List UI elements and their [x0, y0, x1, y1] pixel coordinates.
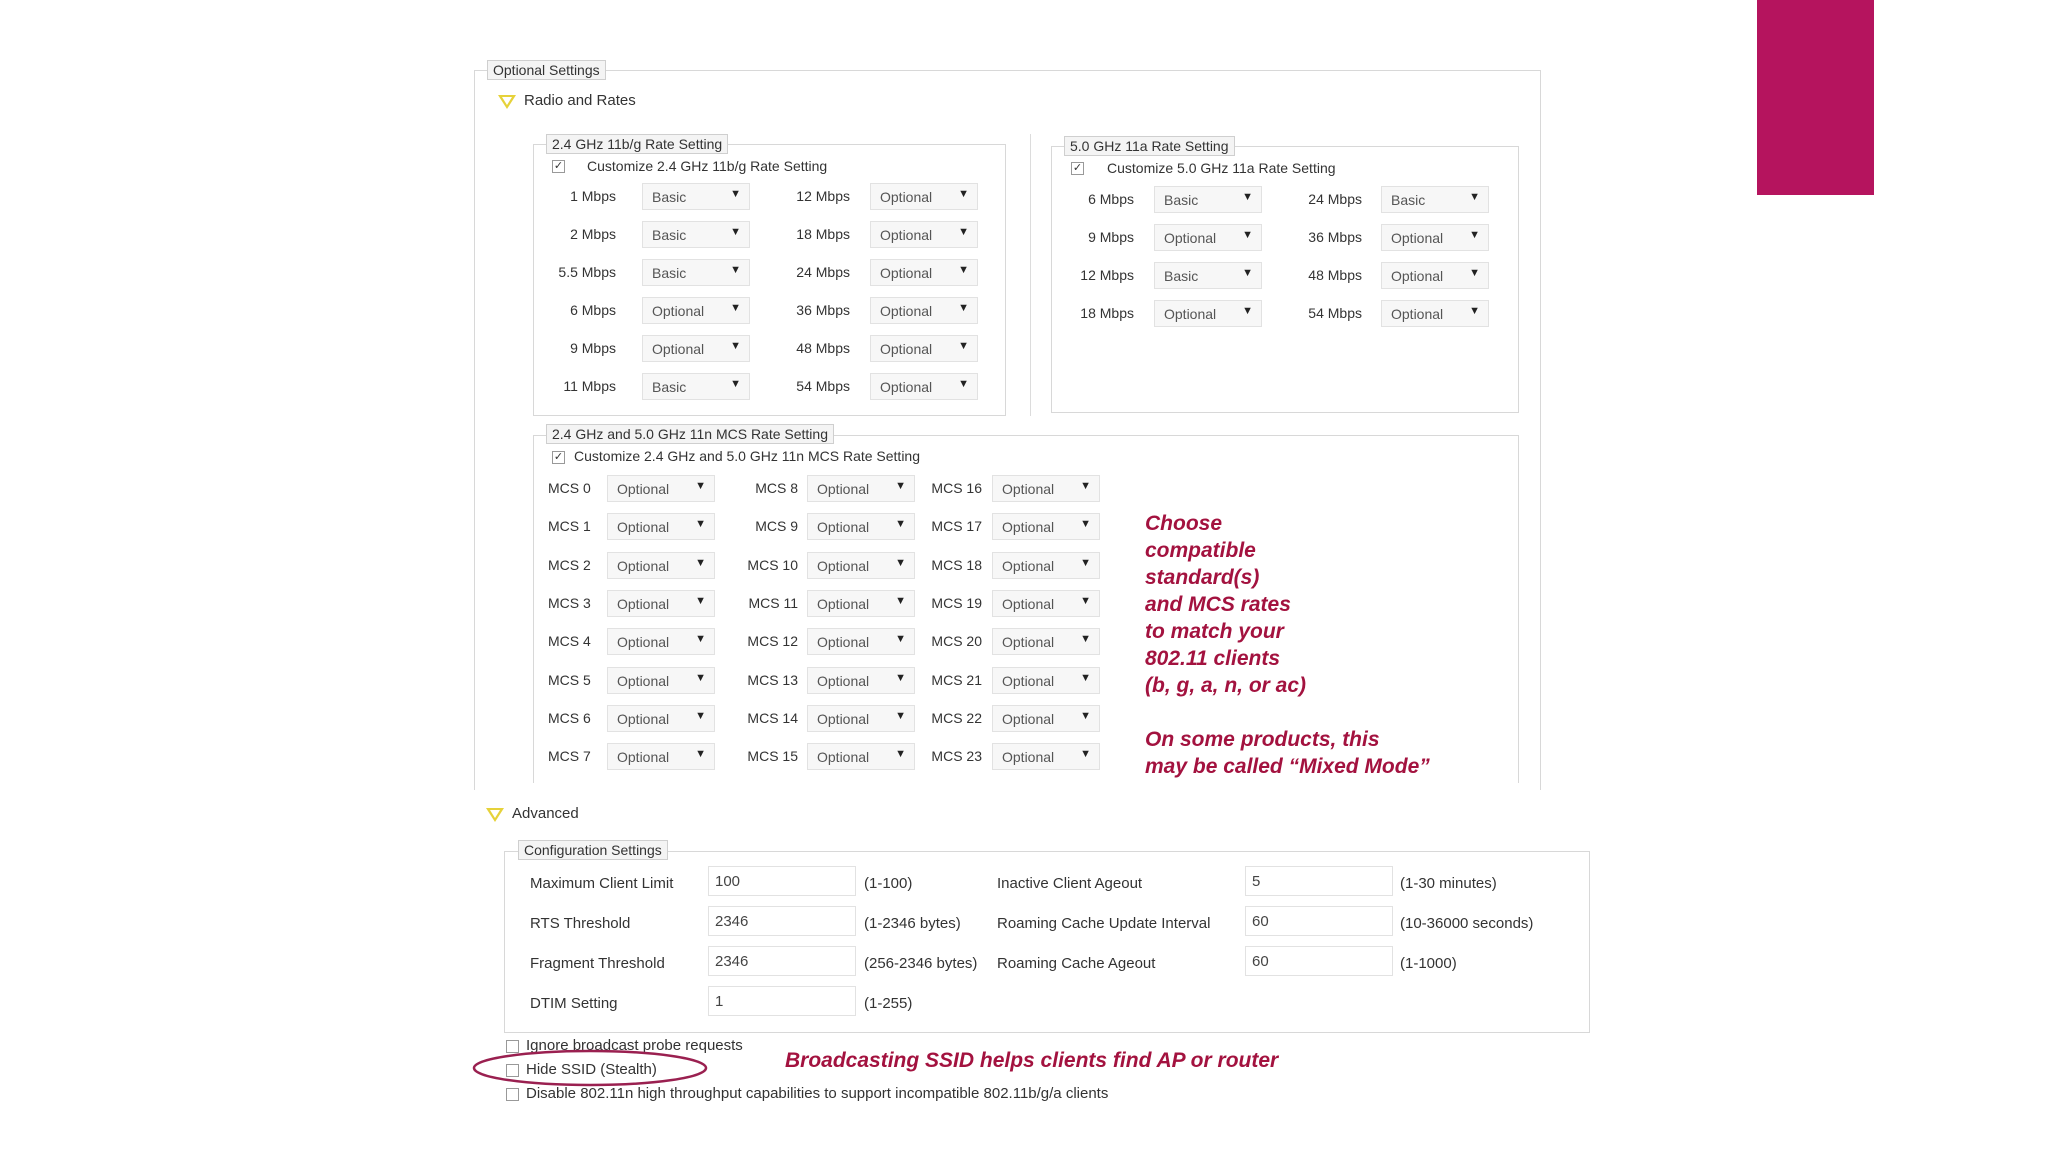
- config-label: DTIM Setting: [530, 995, 618, 1012]
- select-value: Optional: [1002, 672, 1055, 689]
- mcs-label: MCS 5: [548, 671, 591, 688]
- rate-select[interactable]: [642, 259, 750, 286]
- mcs-label: MCS 4: [548, 633, 591, 650]
- select-value: Optional: [1391, 306, 1444, 322]
- dropdown-caret-icon: ▼: [695, 518, 706, 531]
- expand-triangle-icon[interactable]: [486, 808, 504, 822]
- customize-50ghz-checkbox[interactable]: ✓: [1072, 162, 1083, 174]
- mcs-label: MCS 17: [931, 518, 982, 535]
- select-value: Optional: [880, 189, 933, 205]
- select-value: Optional: [1164, 230, 1217, 246]
- select-value: Optional: [1002, 710, 1055, 727]
- mcs-label: MCS 22: [931, 709, 982, 726]
- rate-label: 1 Mbps: [570, 188, 616, 204]
- config-label: Maximum Client Limit: [530, 875, 674, 892]
- rate-select[interactable]: [607, 705, 715, 732]
- select-value: Optional: [1391, 230, 1444, 246]
- dropdown-caret-icon: ▼: [895, 480, 906, 492]
- option-checkbox-label: Hide SSID (Stealth): [526, 1061, 657, 1078]
- dropdown-caret-icon: ▼: [895, 594, 906, 607]
- select-value: Optional: [817, 634, 870, 651]
- config-input[interactable]: 100: [708, 866, 856, 896]
- select-value: Basic: [1391, 192, 1426, 208]
- select-value: Optional: [817, 481, 870, 497]
- select-value: Basic: [652, 265, 687, 281]
- config-input[interactable]: 5: [1245, 866, 1393, 896]
- advanced-title[interactable]: Advanced: [512, 805, 579, 822]
- config-input[interactable]: 2346: [708, 906, 856, 936]
- dropdown-caret-icon: ▼: [730, 188, 741, 200]
- annotation-line: 802.11 clients: [1145, 647, 1281, 670]
- rate-label: 9 Mbps: [570, 340, 616, 356]
- dropdown-caret-icon: ▼: [695, 671, 706, 684]
- config-label: Roaming Cache Ageout: [997, 955, 1156, 972]
- rate-label: 12 Mbps: [796, 188, 850, 204]
- dropdown-caret-icon: ▼: [895, 633, 906, 646]
- rate-select[interactable]: [1381, 224, 1489, 251]
- rate-label: 36 Mbps: [796, 302, 850, 318]
- rate-select[interactable]: [1381, 186, 1489, 213]
- option-checkbox-label: Disable 802.11n high throughput capabilities to support incompatible 802.11b/g/a clients: [526, 1085, 1109, 1102]
- select-value: Optional: [617, 595, 670, 612]
- mcs-label: MCS 19: [931, 594, 982, 611]
- mcs-label: MCS 7: [548, 748, 591, 765]
- rate-select[interactable]: [607, 667, 715, 694]
- rate-select[interactable]: [642, 183, 750, 210]
- radio-rates-title[interactable]: Radio and Rates: [524, 92, 636, 109]
- dropdown-caret-icon: ▼: [958, 378, 969, 390]
- select-value: Basic: [652, 379, 687, 395]
- rate-select[interactable]: [992, 552, 1100, 579]
- dropdown-caret-icon: ▼: [695, 748, 706, 761]
- rate-select[interactable]: [870, 297, 978, 324]
- mcs-label: MCS 20: [931, 633, 982, 650]
- mcs-label: MCS 23: [931, 748, 982, 765]
- rate-select[interactable]: [807, 628, 915, 655]
- annotation-line: Choose: [1145, 512, 1223, 535]
- dropdown-caret-icon: ▼: [730, 226, 741, 238]
- rate-label: 18 Mbps: [1080, 305, 1134, 321]
- customize-50ghz-label: Customize 5.0 GHz 11a Rate Setting: [1107, 160, 1336, 176]
- dropdown-caret-icon: ▼: [895, 748, 906, 761]
- dropdown-caret-icon: ▼: [895, 518, 906, 531]
- rate-select[interactable]: [607, 628, 715, 655]
- mcs-label: MCS 0: [548, 480, 591, 496]
- dropdown-caret-icon: ▼: [1080, 671, 1091, 684]
- select-value: Optional: [1002, 749, 1055, 766]
- rate-select[interactable]: [992, 628, 1100, 655]
- rate-select[interactable]: [1154, 224, 1262, 251]
- mcs-label: MCS 15: [747, 748, 798, 765]
- mcs-label: MCS 6: [548, 709, 591, 726]
- dropdown-caret-icon: ▼: [958, 264, 969, 276]
- config-input[interactable]: 60: [1245, 906, 1393, 936]
- select-value: Optional: [880, 265, 933, 281]
- select-value: Optional: [617, 481, 670, 497]
- annotation-line: and MCS rates: [1145, 593, 1291, 616]
- rate-select[interactable]: [807, 513, 915, 540]
- rate-select[interactable]: [642, 221, 750, 248]
- mcs-label: MCS 18: [931, 556, 982, 573]
- expand-triangle-icon[interactable]: [498, 95, 516, 109]
- config-input[interactable]: 1: [708, 986, 856, 1016]
- select-value: Optional: [880, 303, 933, 319]
- config-range: (1-1000): [1400, 955, 1457, 972]
- dropdown-caret-icon: ▼: [730, 340, 741, 352]
- rate-label: 9 Mbps: [1088, 229, 1134, 245]
- select-value: Basic: [1164, 192, 1199, 208]
- rate-select[interactable]: [870, 183, 978, 210]
- select-value: Basic: [652, 227, 687, 243]
- config-settings-legend: Configuration Settings: [518, 840, 668, 860]
- dropdown-caret-icon: ▼: [958, 226, 969, 238]
- rate-label: 36 Mbps: [1308, 229, 1362, 245]
- dropdown-caret-icon: ▼: [1080, 748, 1091, 761]
- rate-select[interactable]: [642, 373, 750, 400]
- select-value: Optional: [880, 227, 933, 243]
- config-range: (1-30 minutes): [1400, 875, 1497, 892]
- rate-select[interactable]: [870, 335, 978, 362]
- dropdown-caret-icon: ▼: [1469, 305, 1480, 317]
- annotation-ssid: Broadcasting SSID helps clients find AP or router: [785, 1049, 1279, 1072]
- rate-select[interactable]: [642, 335, 750, 362]
- rate-select[interactable]: [807, 475, 915, 502]
- rate-select[interactable]: [992, 590, 1100, 617]
- mcs-label: MCS 8: [755, 480, 798, 496]
- rate-label: 24 Mbps: [1308, 191, 1362, 207]
- accent-block: [1757, 0, 1874, 195]
- mcs-label: MCS 14: [747, 709, 798, 726]
- option-checkbox[interactable]: [506, 1088, 519, 1101]
- dropdown-caret-icon: ▼: [1080, 594, 1091, 607]
- dropdown-caret-icon: ▼: [1242, 229, 1253, 241]
- select-value: Optional: [1002, 595, 1055, 612]
- select-value: Optional: [817, 595, 870, 612]
- mcs-label: MCS 16: [931, 480, 982, 496]
- rate-label: 12 Mbps: [1080, 267, 1134, 283]
- dropdown-caret-icon: ▼: [1242, 305, 1253, 317]
- rate-label: 54 Mbps: [1308, 305, 1362, 321]
- select-value: Optional: [652, 303, 705, 319]
- select-value: Optional: [817, 710, 870, 727]
- rate-label: 6 Mbps: [570, 302, 616, 318]
- customize-24ghz-label: Customize 2.4 GHz 11b/g Rate Setting: [587, 158, 828, 174]
- customize-mcs-label: Customize 2.4 GHz and 5.0 GHz 11n MCS Rate Setting: [574, 448, 921, 464]
- mcs-label: MCS 1: [548, 518, 591, 535]
- select-value: Optional: [617, 710, 670, 727]
- rate-label: 5.5 Mbps: [558, 264, 616, 280]
- dropdown-caret-icon: ▼: [1469, 229, 1480, 241]
- rate-select[interactable]: [1381, 262, 1489, 289]
- rate-select[interactable]: [1154, 262, 1262, 289]
- mcs-label: MCS 3: [548, 594, 591, 611]
- dropdown-caret-icon: ▼: [1080, 518, 1091, 531]
- config-input[interactable]: 60: [1245, 946, 1393, 976]
- optional-settings-legend: Optional Settings: [487, 60, 606, 80]
- rate-50ghz-legend: 5.0 GHz 11a Rate Setting: [1064, 136, 1235, 156]
- highlight-ellipse: [470, 1048, 710, 1088]
- select-value: Optional: [617, 557, 670, 574]
- rate-select[interactable]: [1154, 300, 1262, 327]
- rate-select[interactable]: [992, 743, 1100, 770]
- select-value: Optional: [817, 749, 870, 766]
- select-value: Optional: [1002, 634, 1055, 651]
- dropdown-caret-icon: ▼: [895, 709, 906, 722]
- mcs-label: MCS 21: [931, 671, 982, 688]
- rate-24ghz-legend: 2.4 GHz 11b/g Rate Setting: [546, 134, 728, 154]
- rate-select[interactable]: [1381, 300, 1489, 327]
- rate-select[interactable]: [607, 590, 715, 617]
- option-checkbox-label: Ignore broadcast probe requests: [526, 1037, 743, 1054]
- config-label: Roaming Cache Update Interval: [997, 915, 1211, 932]
- dropdown-caret-icon: ▼: [730, 302, 741, 314]
- rate-select[interactable]: [807, 667, 915, 694]
- rate-select[interactable]: [870, 373, 978, 400]
- select-value: Optional: [1002, 557, 1055, 574]
- rate-label: 6 Mbps: [1088, 191, 1134, 207]
- config-range: (256-2346 bytes): [864, 955, 978, 972]
- config-range: (10-36000 seconds): [1400, 915, 1534, 932]
- rate-label: 11 Mbps: [563, 378, 616, 394]
- mcs-label: MCS 12: [747, 633, 798, 650]
- rate-label: 48 Mbps: [796, 340, 850, 356]
- dropdown-caret-icon: ▼: [958, 302, 969, 314]
- dropdown-caret-icon: ▼: [1242, 267, 1253, 279]
- annotation-line: may be called “Mixed Mode”: [1145, 755, 1430, 778]
- rate-label: 18 Mbps: [796, 226, 850, 242]
- select-value: Optional: [817, 557, 870, 574]
- rate-select[interactable]: [607, 743, 715, 770]
- config-label: RTS Threshold: [530, 915, 631, 932]
- dropdown-caret-icon: ▼: [1080, 633, 1091, 646]
- column-divider: [1030, 134, 1031, 416]
- config-label: Inactive Client Ageout: [997, 875, 1143, 892]
- mcs-label: MCS 11: [748, 594, 798, 611]
- annotation-line: standard(s): [1145, 566, 1260, 589]
- select-value: Optional: [617, 634, 670, 651]
- rate-select[interactable]: [607, 513, 715, 540]
- select-value: Optional: [617, 749, 670, 766]
- annotation-line: [1145, 699, 1430, 726]
- dropdown-caret-icon: ▼: [1469, 191, 1480, 203]
- rate-select[interactable]: [607, 475, 715, 502]
- rate-select[interactable]: [807, 705, 915, 732]
- select-value: Optional: [817, 672, 870, 689]
- select-value: Optional: [880, 379, 933, 395]
- config-range: (1-255): [864, 995, 913, 1012]
- rate-select[interactable]: [992, 475, 1100, 502]
- rate-select[interactable]: [1154, 186, 1262, 213]
- dropdown-caret-icon: ▼: [958, 340, 969, 352]
- dropdown-caret-icon: ▼: [730, 378, 741, 390]
- dropdown-caret-icon: ▼: [695, 594, 706, 607]
- annotation-mixed-mode: [1145, 510, 1430, 780]
- dropdown-caret-icon: ▼: [1080, 556, 1091, 569]
- mcs-label: MCS 13: [747, 671, 798, 688]
- select-value: Basic: [1164, 268, 1199, 284]
- rate-label: 2 Mbps: [570, 226, 616, 242]
- dropdown-caret-icon: ▼: [1080, 709, 1091, 722]
- annotation-line: On some products, this: [1145, 728, 1380, 751]
- rate-select[interactable]: [642, 297, 750, 324]
- rate-label: 48 Mbps: [1308, 267, 1362, 283]
- rate-select[interactable]: [807, 590, 915, 617]
- rate-select[interactable]: [992, 705, 1100, 732]
- select-value: Optional: [1002, 481, 1055, 497]
- select-value: Optional: [880, 341, 933, 357]
- mcs-legend: 2.4 GHz and 5.0 GHz 11n MCS Rate Setting: [546, 424, 834, 444]
- select-value: Optional: [1164, 306, 1217, 322]
- select-value: Optional: [617, 672, 670, 689]
- config-range: (1-100): [864, 875, 913, 892]
- mcs-label: MCS 9: [755, 518, 798, 535]
- dropdown-caret-icon: ▼: [695, 480, 706, 492]
- dropdown-caret-icon: ▼: [695, 556, 706, 569]
- rate-select[interactable]: [807, 743, 915, 770]
- config-input[interactable]: 2346: [708, 946, 856, 976]
- dropdown-caret-icon: ▼: [958, 188, 969, 200]
- dropdown-caret-icon: ▼: [895, 556, 906, 569]
- config-range: (1-2346 bytes): [864, 915, 961, 932]
- config-label: Fragment Threshold: [530, 955, 665, 972]
- dropdown-caret-icon: ▼: [695, 633, 706, 646]
- annotation-line: compatible: [1145, 539, 1256, 562]
- annotation-line: to match your: [1145, 620, 1284, 643]
- rate-select[interactable]: [607, 552, 715, 579]
- rate-select[interactable]: [807, 552, 915, 579]
- dropdown-caret-icon: ▼: [895, 671, 906, 684]
- dropdown-caret-icon: ▼: [1469, 267, 1480, 279]
- dropdown-caret-icon: ▼: [695, 709, 706, 722]
- rate-label: 54 Mbps: [796, 378, 850, 394]
- select-value: Optional: [617, 519, 670, 536]
- select-value: Basic: [652, 189, 687, 205]
- select-value: Optional: [1391, 268, 1444, 284]
- select-value: Optional: [817, 519, 870, 536]
- select-value: Optional: [652, 341, 705, 357]
- select-value: Optional: [1002, 519, 1055, 536]
- rate-select[interactable]: [992, 513, 1100, 540]
- dropdown-caret-icon: ▼: [730, 264, 741, 276]
- customize-mcs-checkbox[interactable]: ✓: [553, 451, 564, 463]
- mcs-label: MCS 10: [747, 556, 798, 573]
- dropdown-caret-icon: ▼: [1242, 191, 1253, 203]
- dropdown-caret-icon: ▼: [1080, 480, 1091, 492]
- rate-select[interactable]: [870, 259, 978, 286]
- mcs-label: MCS 2: [548, 556, 591, 573]
- rate-label: 24 Mbps: [796, 264, 850, 280]
- rate-select[interactable]: [992, 667, 1100, 694]
- annotation-line: (b, g, a, n, or ac): [1145, 674, 1307, 697]
- customize-24ghz-checkbox[interactable]: ✓: [553, 160, 564, 172]
- rate-select[interactable]: [870, 221, 978, 248]
